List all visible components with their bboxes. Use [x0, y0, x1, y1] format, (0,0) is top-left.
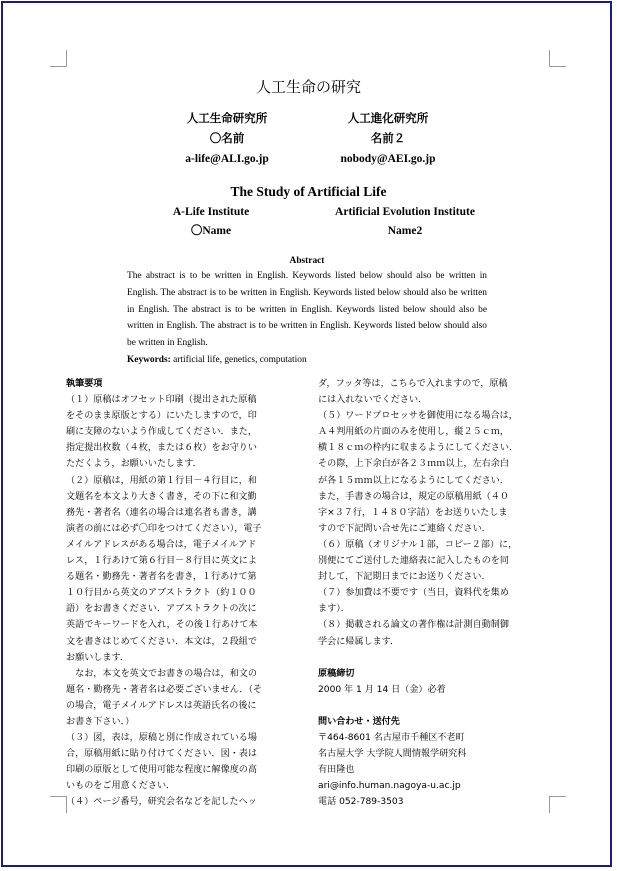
text-line: （６）原稿（オリジナル１部，コピー２部）に， — [318, 539, 518, 550]
text-line: 英語でキーワードを入れ，その後１行あけて本 — [66, 620, 258, 631]
text-line: をそのまま原版とする）にいたしますので，印 — [66, 411, 257, 422]
text-line: には入れないでください． — [318, 395, 428, 406]
deadline-heading: 原稿締切 — [318, 668, 355, 679]
contact-block — [318, 730, 549, 810]
abstract-body: The abstract is to be written in English. Keywords listed below should also be written in English. The abstract is to be written in English. Keywords listed below should also be written in English. The abstract is to be written in English. Keywords listed below should also be written in English. The abstract is to be written in English. Keywords listed below should also be written in English. — [127, 271, 487, 349]
text-line: 演者の前には必ず〇印をつけてください），電子 — [66, 523, 262, 534]
keywords-label: Keywords: — [127, 354, 171, 365]
contact-line: 電話 052-789-3503 — [318, 797, 404, 808]
author-email: a-life@ALI.go.jp — [185, 153, 269, 165]
contact-line: 有田隆也 — [318, 765, 355, 776]
text-line: お書き下さい．） — [66, 716, 135, 727]
text-line: の場合，電子メイルアドレスは英語氏名の後に — [66, 700, 257, 711]
text-line: （２）原稿は，用紙の第１行目－４行目に，和 — [66, 475, 257, 486]
text-line: その際，上下余白が各２３ｍｍ以上，左右余白 — [318, 459, 509, 470]
text-line: 文を書きはじめてください．本文は，２段組で — [66, 636, 257, 647]
text-line: （５）ワードプロセッサを御使用になる場合は， — [318, 411, 518, 422]
japanese-author-block-2 — [288, 109, 488, 169]
author-name: 名前２ — [370, 133, 406, 145]
text-line: 務先・著者名（連名の場合は連名者も書き，講 — [66, 507, 257, 518]
text-line: 封して，下記期日までにお送りください． — [318, 572, 491, 583]
contact-line: 〒464-8601 名古屋市千種区不老町 — [318, 732, 465, 743]
text-line: ます）． — [318, 604, 350, 615]
author-name: Name2 — [387, 225, 423, 237]
right-column — [318, 376, 549, 810]
text-line: （８）掲載される論文の著作権は計測自動制御 — [318, 620, 509, 631]
deadline-text: 2000 年 1 月 14 日（金）必着 — [318, 684, 446, 695]
contact-line: 名古屋大学 大学院人間情報学研究科 — [318, 748, 467, 759]
text-line: 学会に帰属します． — [318, 636, 400, 647]
text-line: （７）参加費は不要です（当日，資料代を集め — [318, 588, 509, 599]
text-line: 刷に支障のないよう作成してください．また， — [66, 427, 257, 438]
institute: A-Life Institute — [172, 206, 250, 218]
text-line: 文題名を本文より大きく書き，その下に和文勤 — [66, 491, 257, 502]
author-email: nobody@AEI.go.jp — [340, 153, 436, 165]
crop-mark-top-right — [549, 50, 566, 67]
text-line: が各１５ｍｍ以上になるようにしてください． — [318, 475, 509, 486]
japanese-title: 人工生命の研究 — [255, 78, 361, 96]
text-line: （１）原稿はオフセット印刷（提出された原稿 — [66, 395, 257, 406]
left-column — [66, 376, 297, 811]
english-author-block-2 — [295, 203, 515, 241]
text-line: 字×３７行，１４８０字詰）をお送りいたしま — [318, 507, 508, 518]
text-line: ただくよう，お願いいたします． — [66, 459, 202, 470]
text-line: る題名・勤務先・著者名を書き，１行あけて第 — [66, 572, 257, 583]
text-line: 印刷の原版として使用可能な程度に解像度の高 — [66, 765, 257, 776]
contact-line: ari@info.human.nagoya-u.ac.jp — [318, 781, 461, 792]
abstract-heading: Abstract — [289, 256, 325, 266]
keywords-value: artificial life, genetics, computation — [173, 354, 307, 365]
text-line: 語）をお書きください．アブストラクトの次に — [66, 604, 257, 615]
institute: 人工進化研究所 — [347, 113, 429, 125]
guidelines-heading: 執筆要項 — [66, 379, 103, 389]
crop-mark-bottom-right — [549, 796, 566, 813]
text-line: レス，１行あけて第６行目－８行目に英文によ — [66, 556, 257, 567]
text-line: ダ，フッタ等は，こちらで入れますので，原稿 — [318, 379, 508, 389]
text-line: （４）ページ番号，研究会名などを記したヘッ — [66, 797, 257, 808]
text-line: いものをご用意ください． — [66, 781, 176, 792]
text-line: 横１８ｃｍの枠内に収まるようにしてください． — [318, 443, 519, 454]
author-name: 〇Name — [190, 225, 232, 237]
text-line: 合，原稿用紙に貼り付けてください．図・表は — [66, 749, 257, 760]
text-line: すので下記問い合せ先にご連絡ください． — [318, 523, 491, 534]
text-line: 指定提出枚数（４枚，または６枚）をお守りい — [66, 443, 257, 454]
english-title: The Study of Artificial Life — [230, 184, 387, 199]
author-name: 〇名前 — [209, 133, 245, 145]
text-line: また，手書きの場合は，規定の原稿用紙（４０ — [318, 491, 509, 502]
guidelines-text — [66, 392, 297, 810]
english-author-block-1 — [101, 203, 321, 241]
abstract-block — [127, 254, 487, 369]
text-line: Ａ４判用紙の片面のみを使用し，縦２５ｃｍ， — [318, 427, 509, 438]
keywords-line — [127, 352, 487, 369]
contact-heading: 問い合わせ・送付先 — [318, 716, 400, 727]
institute: 人工生命研究所 — [186, 113, 268, 125]
text-line: １０行目から英文のアブストラクト（約１００ — [66, 588, 257, 599]
text-line: なお，本文を英文でお書きの場合は，和文の — [66, 668, 257, 679]
institute: Artificial Evolution Institute — [335, 206, 475, 218]
crop-mark-top-left — [50, 50, 67, 67]
text-line: 題名・勤務先・著者名は必要ございません．（そ — [66, 684, 263, 695]
text-line: （３）図，表は，原稿と別に作成されている場 — [66, 733, 257, 744]
guidelines-text-continued — [318, 376, 549, 650]
text-line: お願いします． — [66, 652, 129, 663]
text-line: 別便にてご送付した連絡表に記入したものを同 — [318, 556, 509, 567]
text-line: メイルアドレスがある場合は，電子メイルアド — [66, 539, 257, 550]
crop-mark-bottom-left — [50, 796, 67, 813]
